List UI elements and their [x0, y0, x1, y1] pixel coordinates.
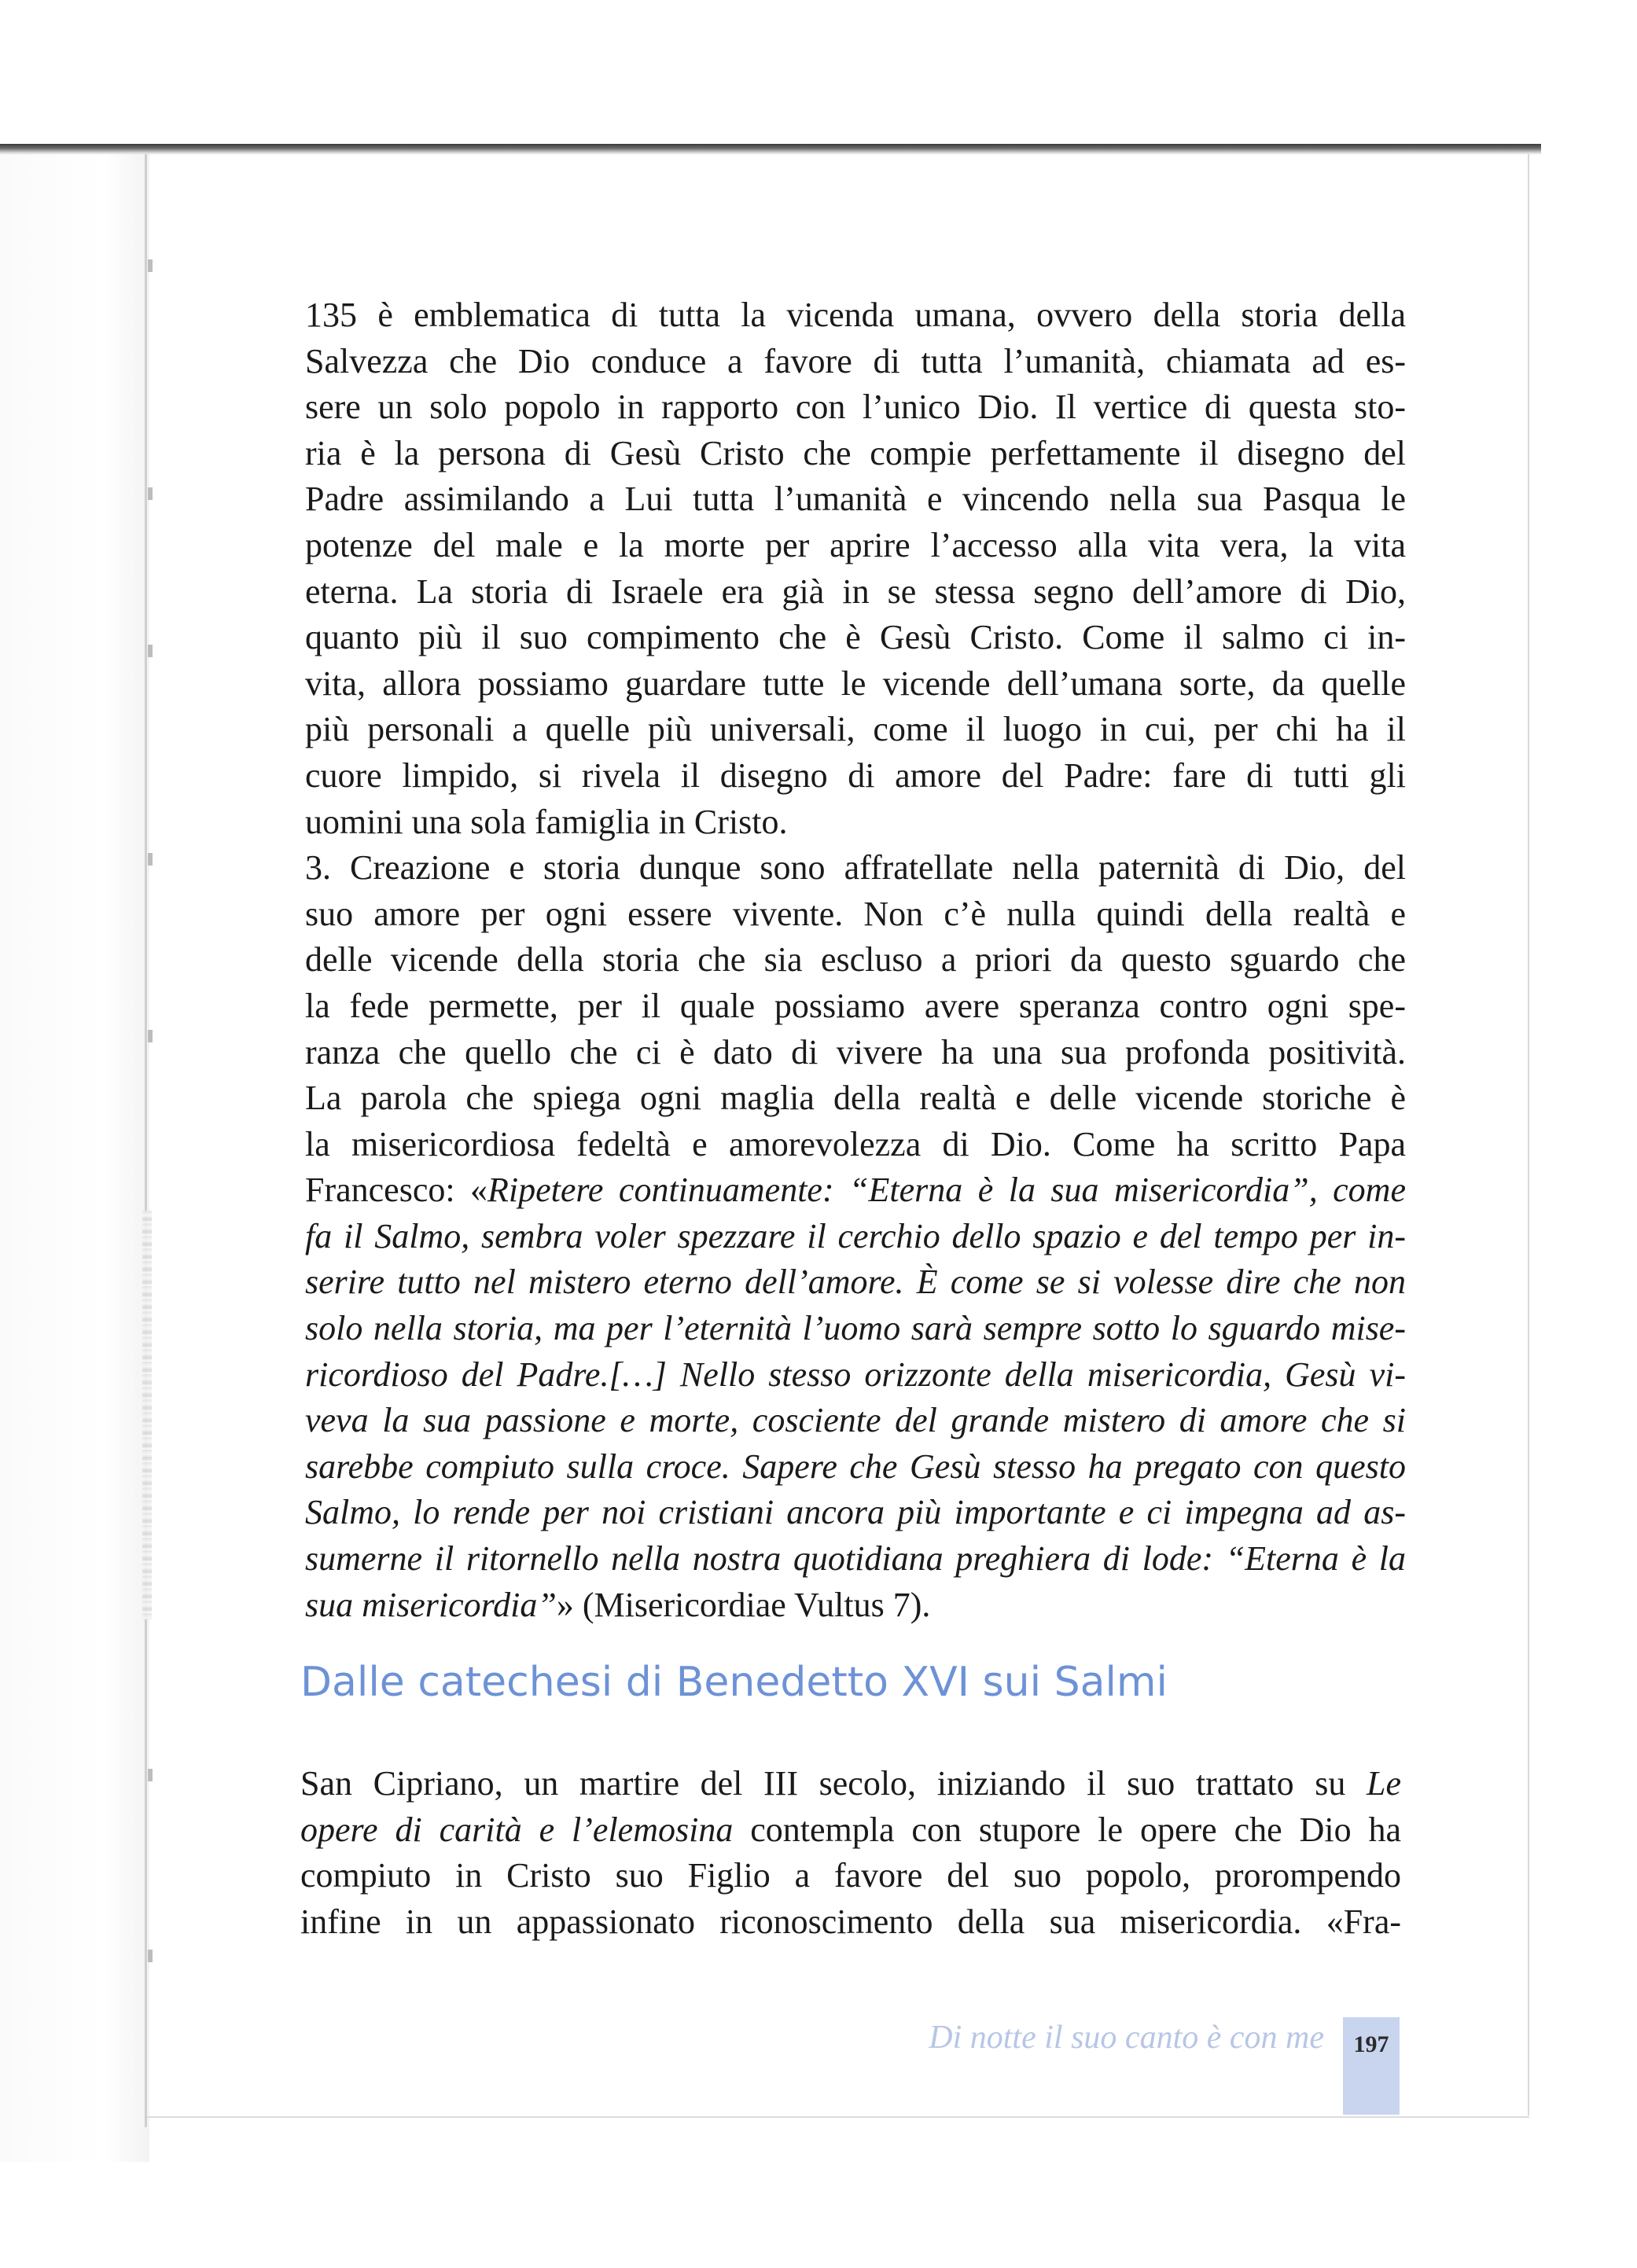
text-roman: San Cipriano, un martire del III secolo, iniziando il suo trattato su	[300, 1764, 1367, 1803]
body-text-section-2	[300, 1761, 1401, 1945]
text-italic-title: opere di carità e l’elemosina	[300, 1810, 734, 1849]
section-heading: Dalle catechesi di Benedetto XVI sui Salmi	[300, 1659, 1168, 1706]
binding-stitch	[148, 1769, 153, 1781]
page-right-edge	[1528, 154, 1529, 2115]
text-line: la fede permette, per il quale possiamo avere speranza contro ogni spe-	[305, 986, 1406, 1025]
quote-line: fa il Salmo, sembra voler spezzare il cerchio dello spazio e del tempo per in-	[305, 1216, 1406, 1255]
text-line: vita, allora possiamo guardare tutte le vicende dell’umana sorte, da quelle	[305, 663, 1406, 703]
binding-stitch	[148, 259, 153, 272]
quote-line: veva la sua passione e morte, cosciente del grande mistero di amore che si	[305, 1401, 1406, 1440]
text-line: quanto più il suo compimento che è Gesù Cristo. Come il salmo ci in-	[305, 618, 1406, 657]
text-line: 3. Creazione e storia dunque sono affratellate nella paternità di Dio, del	[305, 848, 1406, 888]
facing-page-edge	[0, 149, 149, 2162]
paragraph-3-creation	[305, 845, 1406, 1628]
text-line: ria è la persona di Gesù Cristo che compie perfettamente il disegno del	[305, 433, 1406, 472]
binding-stitch	[148, 853, 153, 866]
text-line: uomini una sola famiglia in Cristo.	[305, 802, 788, 841]
page-top-edge	[0, 144, 1541, 155]
quote-line: ricordioso del Padre.[…] Nello stesso orizzonte della misericordia, Gesù vi-	[305, 1355, 1406, 1394]
binding-stitch	[148, 1030, 153, 1042]
quote-intro: Francesco: «	[305, 1171, 488, 1210]
quote-line: sarebbe compiuto sulla croce. Sapere che Gesù stesso ha pregato con questo	[305, 1446, 1406, 1486]
quote-citation-line	[305, 1582, 1406, 1629]
text-italic-title: Le	[1367, 1764, 1401, 1803]
text-line: potenze del male e la morte per aprire l’accesso alla vita vera, la vita	[305, 525, 1406, 564]
quote-line: Salmo, lo rende per noi cristiani ancora più importante e ci impegna ad as-	[305, 1493, 1406, 1532]
text-line	[300, 1807, 1401, 1854]
quote-last-italic: sua misericordia”	[305, 1585, 557, 1624]
page-number: 197	[1353, 2031, 1389, 2057]
text-line: Padre assimilando a Lui tutta l’umanità e vincendo nella sua Pasqua le	[305, 480, 1406, 519]
book-spine	[145, 154, 147, 2127]
quote-line: serire tutto nel mistero eterno dell’amore. È come se si volesse dire che non	[305, 1263, 1406, 1302]
text-line: suo amore per ogni essere vivente. Non c’è nulla quindi della realtà e	[305, 894, 1406, 933]
text-line: Salvezza che Dio conduce a favore di tutta l’umanità, chiamata ad es-	[305, 341, 1406, 380]
text-line: La parola che spiega ogni maglia della realtà e delle vicende storiche è	[305, 1079, 1406, 1118]
binding-stitch	[148, 487, 153, 500]
quote-first-line: Ripetere continuamente: “Eterna è la sua misericordia”, come	[487, 1171, 1406, 1210]
paragraph-creation-history	[305, 292, 1406, 845]
binding-stitch	[148, 1950, 153, 1962]
quote-line: sumerne il ritornello nella nostra quotidiana preghiera di lode: “Eterna è la	[305, 1539, 1406, 1579]
text-line	[300, 1761, 1401, 1807]
quote-line: solo nella storia, ma per l’eternità l’uomo sarà sempre sotto lo sguardo mise-	[305, 1309, 1406, 1348]
text-line: 135 è emblematica di tutta la vicenda umana, ovvero della storia della	[305, 296, 1406, 334]
body-text	[305, 292, 1406, 1628]
page-bottom-edge	[147, 2116, 1529, 2118]
text-roman: contempla con stupore le opere che Dio ha	[733, 1810, 1402, 1849]
binding-wear	[142, 1211, 152, 1619]
text-line: sere un solo popolo in rapporto con l’unico Dio. Il vertice di questa sto-	[305, 388, 1406, 427]
quote-intro-line	[305, 1167, 1406, 1214]
text-line: infine in un appassionato riconoscimento della sua misericordia. «Fra-	[300, 1902, 1401, 1941]
running-footer-title: Di notte il suo canto è con me	[929, 2020, 1324, 2056]
text-line: eterna. La storia di Israele era già in se stessa segno dell’amore di Dio,	[305, 572, 1406, 611]
quote-citation: » (Misericordiae Vultus 7).	[556, 1585, 931, 1624]
text-line: compiuto in Cristo suo Figlio a favore del suo popolo, prorompendo	[300, 1856, 1401, 1895]
text-line: più personali a quelle più universali, come il luogo in cui, per chi ha il	[305, 710, 1406, 749]
text-line: ranza che quello che ci è dato di vivere ha una sua profonda positività.	[305, 1032, 1406, 1072]
text-line: cuore limpido, si rivela il disegno di amore del Padre: fare di tutti gli	[305, 755, 1406, 795]
text-line: la misericordiosa fedeltà e amorevolezza di Dio. Come ha scritto Papa	[305, 1124, 1406, 1163]
binding-stitch	[148, 645, 153, 657]
text-line: delle vicende della storia che sia escluso a priori da questo sguardo che	[305, 940, 1406, 980]
